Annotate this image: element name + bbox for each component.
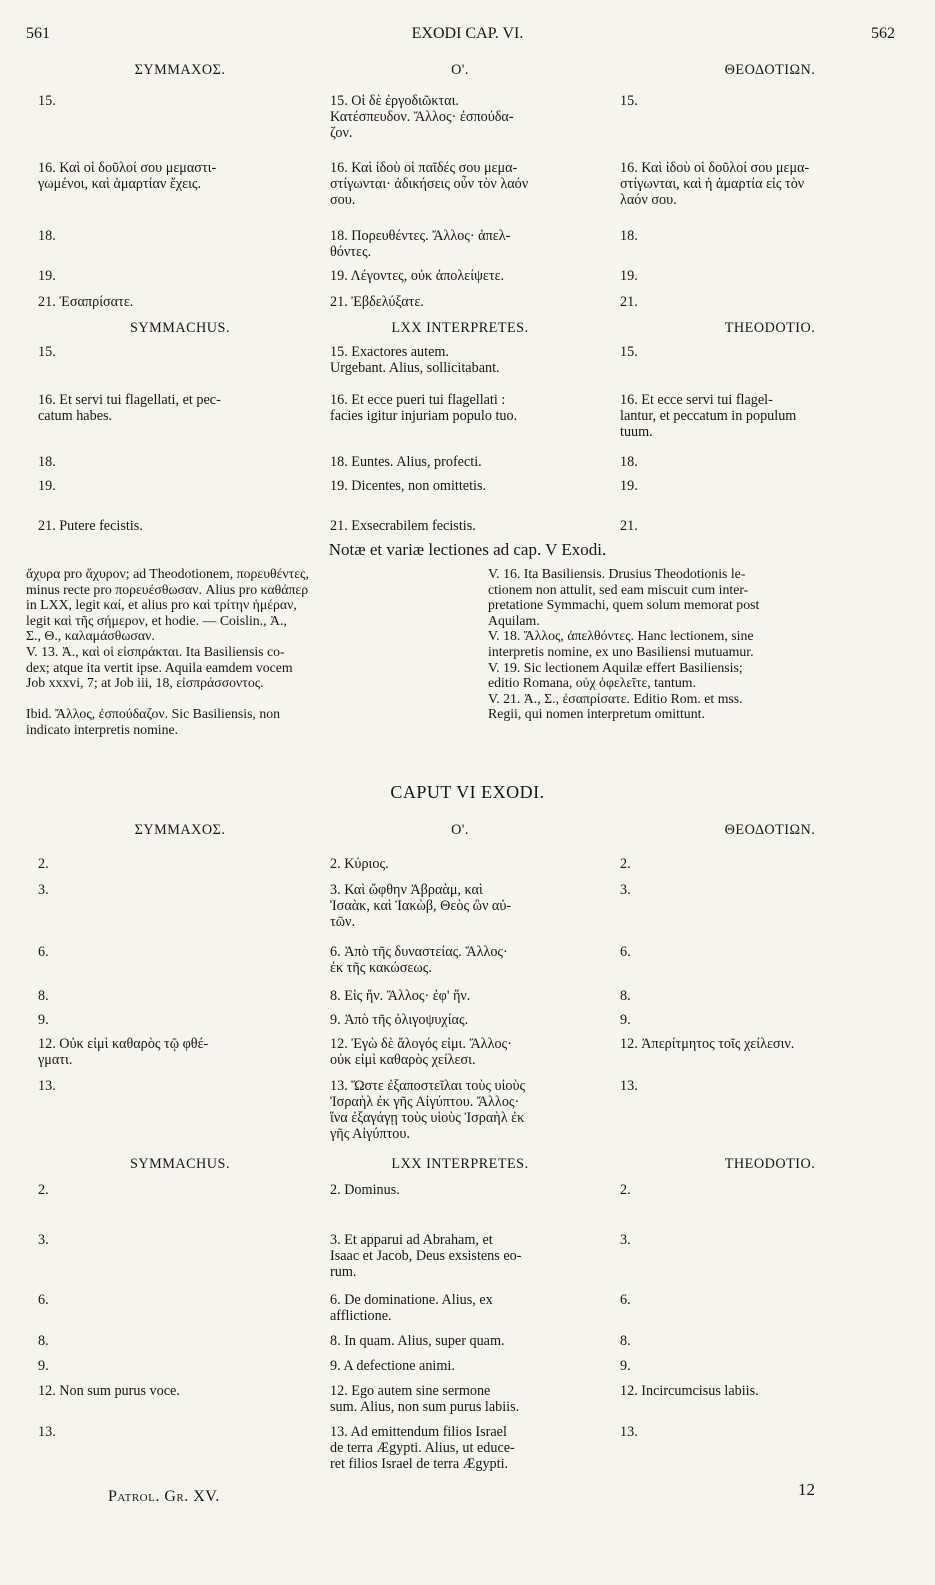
latin2-lxx-v9: 9. A defectione animi.	[330, 1358, 455, 1374]
notes-right-column: V. 16. Ita Basiliensis. Drusius Theodotionis le- ctionem non attulit, sed eam miscuit cum inter- pretatione Symmachi, quem solum memorat post Aquilam. V. 18. Ἄλλος, ἀπελθόντες. Hanc lectionem, sine interpretis nomine, ex uno Basiliensi mutuamur. V. 19. Sic lectionem Aquilæ effert Basiliensis; editio Romana, οὐχ ὀφελεῖτε, tantum. V. 21. Ἀ., Σ., ἐσαπρίσατε. Editio Rom. et mss. Regii, qui nomen interpretum omittunt.	[488, 566, 760, 722]
greek2-theo-v3: 3.	[620, 882, 631, 898]
greek2-sym-v6: 6.	[38, 944, 49, 960]
greek2-lxx-v3: 3. Καὶ ὤφθην Ἀβραὰμ, καὶ Ἰσαὰκ, καὶ Ἰακὼβ, Θεὸς ὢν αὐ- τῶν.	[330, 882, 512, 930]
greek2-theo-v2: 2.	[620, 856, 631, 872]
greek-theo-v15: 15.	[620, 93, 638, 109]
header-symmachus-latin: SYMMACHUS.	[129, 320, 230, 336]
header-theodotion-latin-2: THEODOTIO.	[724, 1156, 816, 1172]
greek2-lxx-v8: 8. Εἰς ἥν. Ἄλλος· ἐφ' ἥν.	[330, 988, 471, 1004]
greek-lxx-v19: 19. Λέγοντες, οὐκ ἀπολείψετε.	[330, 268, 505, 284]
greek2-sym-v3: 3.	[38, 882, 49, 898]
greek-theo-v18: 18.	[620, 228, 638, 244]
latin2-sym-v12: 12. Non sum purus voce.	[38, 1383, 180, 1399]
latin2-lxx-v8: 8. In quam. Alius, super quam.	[330, 1333, 505, 1349]
latin2-theo-v6: 6.	[620, 1292, 631, 1308]
greek-sym-v19: 19.	[38, 268, 56, 284]
greek-lxx-v15: 15. Οἱ δὲ ἐργοδιῶκται. Κατέσπευδον. Ἄλλος· ἐσπούδα- ζον.	[330, 93, 514, 141]
latin-lxx-v15: 15. Exactores autem. Urgebant. Alius, sollicitabant.	[330, 344, 500, 376]
latin2-lxx-v6: 6. De dominatione. Alius, ex afflictione.	[330, 1292, 493, 1324]
header-symmachus-greek: ΣΥΜΜΑΧΟΣ.	[134, 62, 226, 78]
latin2-lxx-v2: 2. Dominus.	[330, 1182, 400, 1198]
latin2-theo-v3: 3.	[620, 1232, 631, 1248]
header-lxx-latin: LXX INTERPRETES.	[391, 320, 529, 336]
latin2-lxx-v13: 13. Ad emittendum filios Israel de terra Ægypti. Alius, ut educe- ret filios Israel de terra Ægypti.	[330, 1424, 515, 1472]
greek2-theo-v12: 12. Ἀπερίτμητος τοῖς χείλεσιν.	[620, 1036, 795, 1052]
greek2-sym-v13: 13.	[38, 1078, 56, 1094]
latin-lxx-v18: 18. Euntes. Alius, profecti.	[330, 454, 482, 470]
latin-lxx-v19: 19. Dicentes, non omittetis.	[330, 478, 487, 494]
greek-lxx-v21: 21. Ἐβδελύξατε.	[330, 294, 424, 310]
header-lxx-greek-2: Ο'.	[451, 822, 469, 838]
latin-sym-v15: 15.	[38, 344, 56, 360]
latin-sym-v21: 21. Putere fecistis.	[38, 518, 143, 534]
header-theodotion-greek: ΘΕΟΔΟΤΙΩΝ.	[724, 62, 816, 78]
greek2-theo-v9: 9.	[620, 1012, 631, 1028]
greek2-lxx-v13: 13. Ὥστε ἐξαποστεῖλαι τοὺς υἱοὺς Ἰσραὴλ ἐκ γῆς Αἰγύπτου. Ἄλλος· ἵνα ἐξαγάγῃ τοὺς υἱοὺς Ἰσραὴλ ἐκ γῆς Αἰγύπτου.	[330, 1078, 526, 1142]
latin2-theo-v13: 13.	[620, 1424, 638, 1440]
latin2-sym-v9: 9.	[38, 1358, 49, 1374]
latin-lxx-v21: 21. Exsecrabilem fecistis.	[330, 518, 476, 534]
notes-title: Notæ et variæ lectiones ad cap. V Exodi.	[328, 540, 607, 559]
latin-theo-v21: 21.	[620, 518, 638, 534]
latin2-sym-v6: 6.	[38, 1292, 49, 1308]
page-number-right: 562	[871, 25, 895, 42]
greek2-lxx-v12: 12. Ἐγὼ δὲ ἄλογός εἰμι. Ἄλλος· οὐκ εἰμὶ καθαρὸς χείλεσι.	[330, 1036, 512, 1068]
greek2-sym-v2: 2.	[38, 856, 49, 872]
header-symmachus-latin-2: SYMMACHUS.	[129, 1156, 230, 1172]
latin-lxx-v16: 16. Et ecce pueri tui flagellati : facies igitur injuriam populo tuo.	[330, 392, 518, 424]
notes-left-column: ἄχυρα pro ἄχυρον; ad Theodotionem, πορευθέντες, minus recte pro πορευέσθωσαν. Alius pro καθάπερ in LXX, legit καί, et alius pro καὶ τρίτην ἡμέραν, legit καὶ τῆς σήμερον, et hodie. — Coislin., Ἀ., Σ., Θ., καλαμάσθωσαν. V. 13. Ἀ., καὶ οἱ εἰσπράκται. Ita Basiliensis co- dex; atque ita vertit ipse. Aquila eamdem vocem Job xxxvi, 7; at Job iii, 18, εἰσπράσσοντος. Ibid. Ἄλλος, ἐσπούδαζον. Sic Basiliensis, non indicato interpretis nomine.	[26, 566, 309, 737]
greek2-sym-v9: 9.	[38, 1012, 49, 1028]
latin2-theo-v2: 2.	[620, 1182, 631, 1198]
greek2-lxx-v2: 2. Κύριος.	[330, 856, 389, 872]
greek2-theo-v8: 8.	[620, 988, 631, 1004]
latin2-sym-v13: 13.	[38, 1424, 56, 1440]
latin-sym-v16: 16. Et servi tui flagellati, et pec- catum habes.	[38, 392, 221, 424]
header-lxx-latin-2: LXX INTERPRETES.	[391, 1156, 529, 1172]
greek-lxx-v18: 18. Πορευθέντες. Ἄλλος· ἀπελ- θόντες.	[330, 228, 511, 260]
header-theodotion-latin: THEODOTIO.	[724, 320, 816, 336]
latin2-sym-v8: 8.	[38, 1333, 49, 1349]
latin-theo-v15: 15.	[620, 344, 638, 360]
header-theodotion-greek-2: ΘΕΟΔΟΤΙΩΝ.	[724, 822, 816, 838]
greek-theo-v19: 19.	[620, 268, 638, 284]
footer-sheet-number: 12	[798, 1480, 815, 1499]
latin-sym-v18: 18.	[38, 454, 56, 470]
greek2-lxx-v6: 6. Ἀπὸ τῆς δυναστείας. Ἄλλος· ἐκ τῆς κακώσεως.	[330, 944, 508, 976]
latin-sym-v19: 19.	[38, 478, 56, 494]
greek-lxx-v16: 16. Καὶ ἰδοὺ οἱ παῖδές σου μεμα- στίγωνται· ἀδικήσεις οὖν τὸν λαόν σου.	[330, 160, 529, 208]
page-number-left: 561	[26, 25, 50, 42]
latin2-theo-v8: 8.	[620, 1333, 631, 1349]
latin2-sym-v2: 2.	[38, 1182, 49, 1198]
greek-sym-v15: 15.	[38, 93, 56, 109]
latin2-lxx-v12: 12. Ego autem sine sermone sum. Alius, non sum purus labiis.	[330, 1383, 520, 1415]
latin-theo-v18: 18.	[620, 454, 638, 470]
footer-signature: Patrol. Gr. XV.	[108, 1488, 220, 1505]
greek-theo-v21: 21.	[620, 294, 638, 310]
latin2-sym-v3: 3.	[38, 1232, 49, 1248]
latin-theo-v16: 16. Et ecce servi tui flagel- lantur, et peccatum in populum tuum.	[620, 392, 797, 440]
greek2-lxx-v9: 9. Ἀπὸ τῆς ὀλιγοψυχίας.	[330, 1012, 469, 1028]
greek-sym-v18: 18.	[38, 228, 56, 244]
greek2-sym-v12: 12. Οὐκ εἰμὶ καθαρὸς τῷ φθέ- γματι.	[38, 1036, 209, 1068]
greek2-theo-v6: 6.	[620, 944, 631, 960]
header-symmachus-greek-2: ΣΥΜΜΑΧΟΣ.	[134, 822, 226, 838]
greek-theo-v16: 16. Καὶ ἰδοὺ οἱ δοῦλοί σου μεμα- στίγωνται, καὶ ἡ ἁμαρτία εἰς τὸν λαόν σου.	[620, 160, 810, 208]
chapter-title: CAPUT VI EXODI.	[390, 782, 545, 802]
latin2-theo-v9: 9.	[620, 1358, 631, 1374]
greek-sym-v21: 21. Ἐσαπρίσατε.	[38, 294, 134, 310]
greek-sym-v16: 16. Καὶ οἱ δοῦλοί σου μεμαστι- γωμένοι, καὶ ἁμαρτίαν ἔχεις.	[38, 160, 217, 192]
greek2-sym-v8: 8.	[38, 988, 49, 1004]
latin-theo-v19: 19.	[620, 478, 638, 494]
latin2-lxx-v3: 3. Et apparui ad Abraham, et Isaac et Jacob, Deus exsistens eo- rum.	[330, 1232, 522, 1280]
running-title: EXODI CAP. VI.	[411, 25, 524, 42]
header-lxx-greek: Ο'.	[451, 62, 469, 78]
greek2-theo-v13: 13.	[620, 1078, 638, 1094]
latin2-theo-v12: 12. Incircumcisus labiis.	[620, 1383, 759, 1399]
